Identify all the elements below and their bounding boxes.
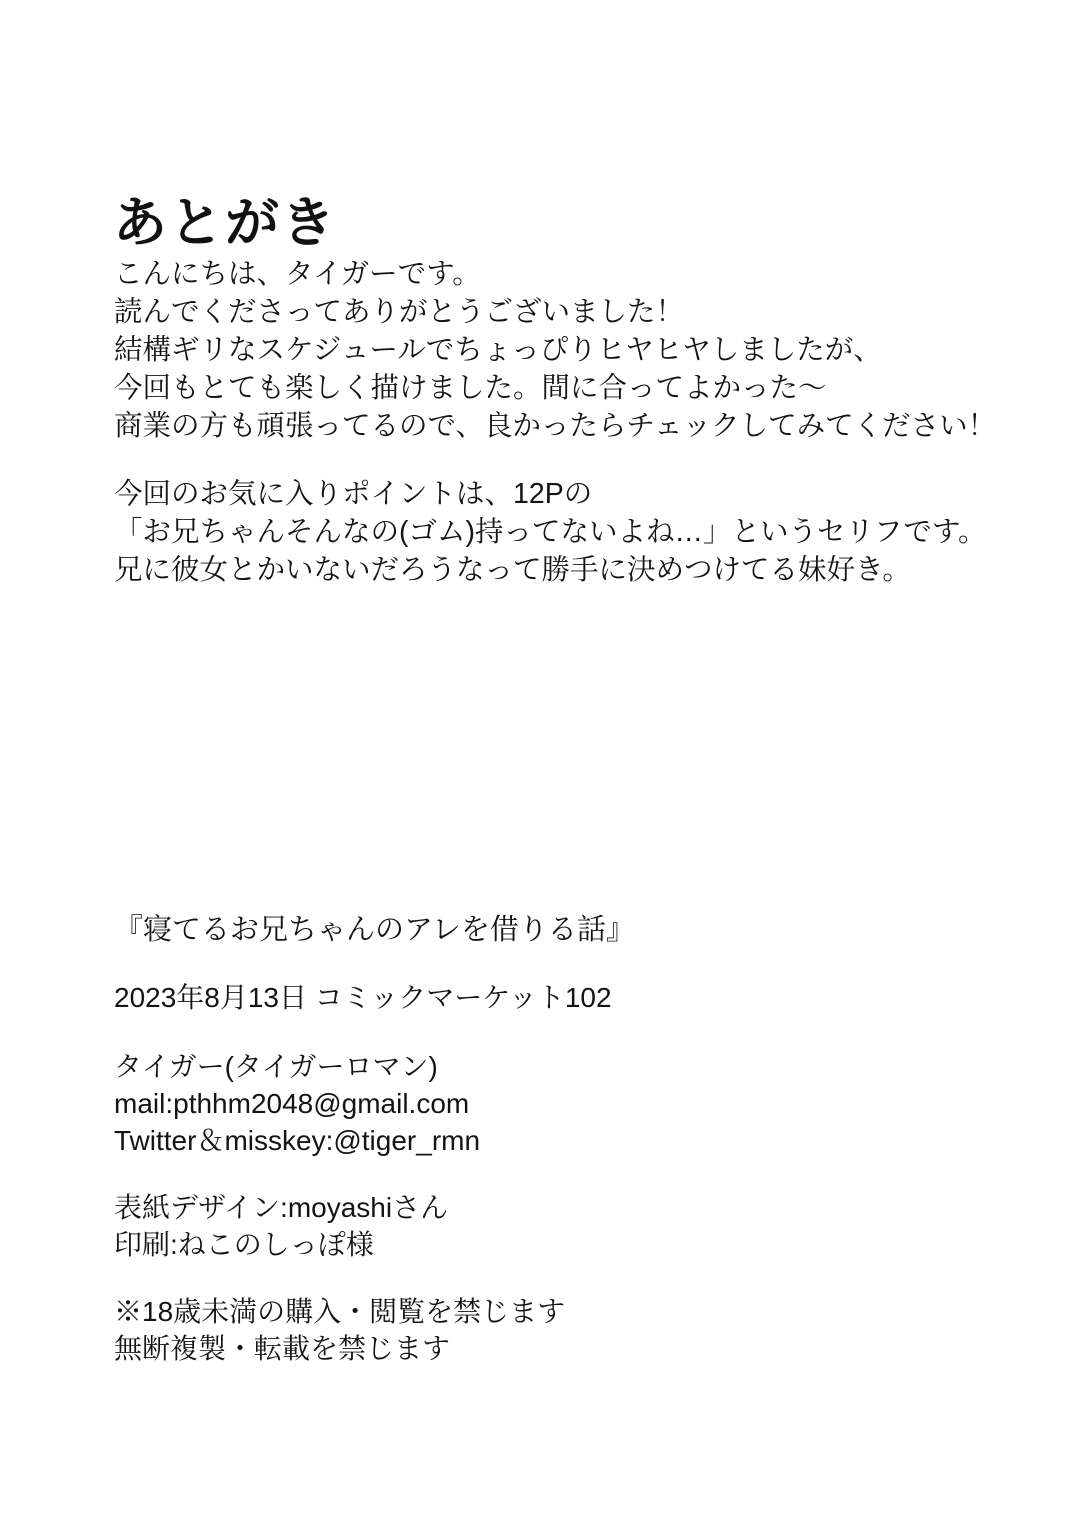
afterword-line: 「お兄ちゃんそんなの(ゴム)持ってないよね…」というセリフです。 [114,516,987,548]
work-title: 『寝てるお兄ちゃんのアレを借りる話』 [114,914,635,946]
afterword-line: 商業の方も頑張ってるので、良かったらチェックしてみてください！ [114,410,997,442]
afterword-line: 結構ギリなスケジュールでちょっぴりヒヤヒヤしましたが、 [114,334,882,366]
event-date: 2023年8月13日 コミックマーケット102 [114,982,612,1013]
reproduction-notice: 無断複製・転載を禁じます [114,1333,451,1364]
social-handle: Twitter＆misskey:@tiger_rmn [114,1125,481,1156]
notice-group [114,1293,635,1367]
printing-credit: 印刷:ねこのしっぽ様 [114,1229,374,1260]
afterword-line: 読んでくださってありがとうございました！ [114,296,685,328]
contact-group [114,1048,635,1159]
afterword-greeting-block [114,255,996,445]
email-address: mail:pthhm2048@gmail.com [114,1088,470,1119]
afterword-line: 今回もとても楽しく描けました。間に合ってよかった〜 [114,372,827,404]
age-restriction-notice: ※18歳未満の購入・閲覧を禁じます [114,1296,566,1327]
afterword-line: こんにちは、タイガーです。 [114,258,481,290]
circle-name: タイガー(タイガーロマン) [114,1051,438,1082]
afterword-line: 今回のお気に入りポイントは、12Pの [114,478,593,510]
afterword-line: 兄に彼女とかいないだろうなって勝手に決めつけてる妹好き。 [114,554,911,586]
page-title: あとがき [113,193,337,254]
cover-design-credit: 表紙デザイン:moyashiさん [114,1192,449,1223]
credits-group [114,1189,635,1263]
afterword-favorite-block [114,475,987,589]
colophon [114,910,635,1367]
